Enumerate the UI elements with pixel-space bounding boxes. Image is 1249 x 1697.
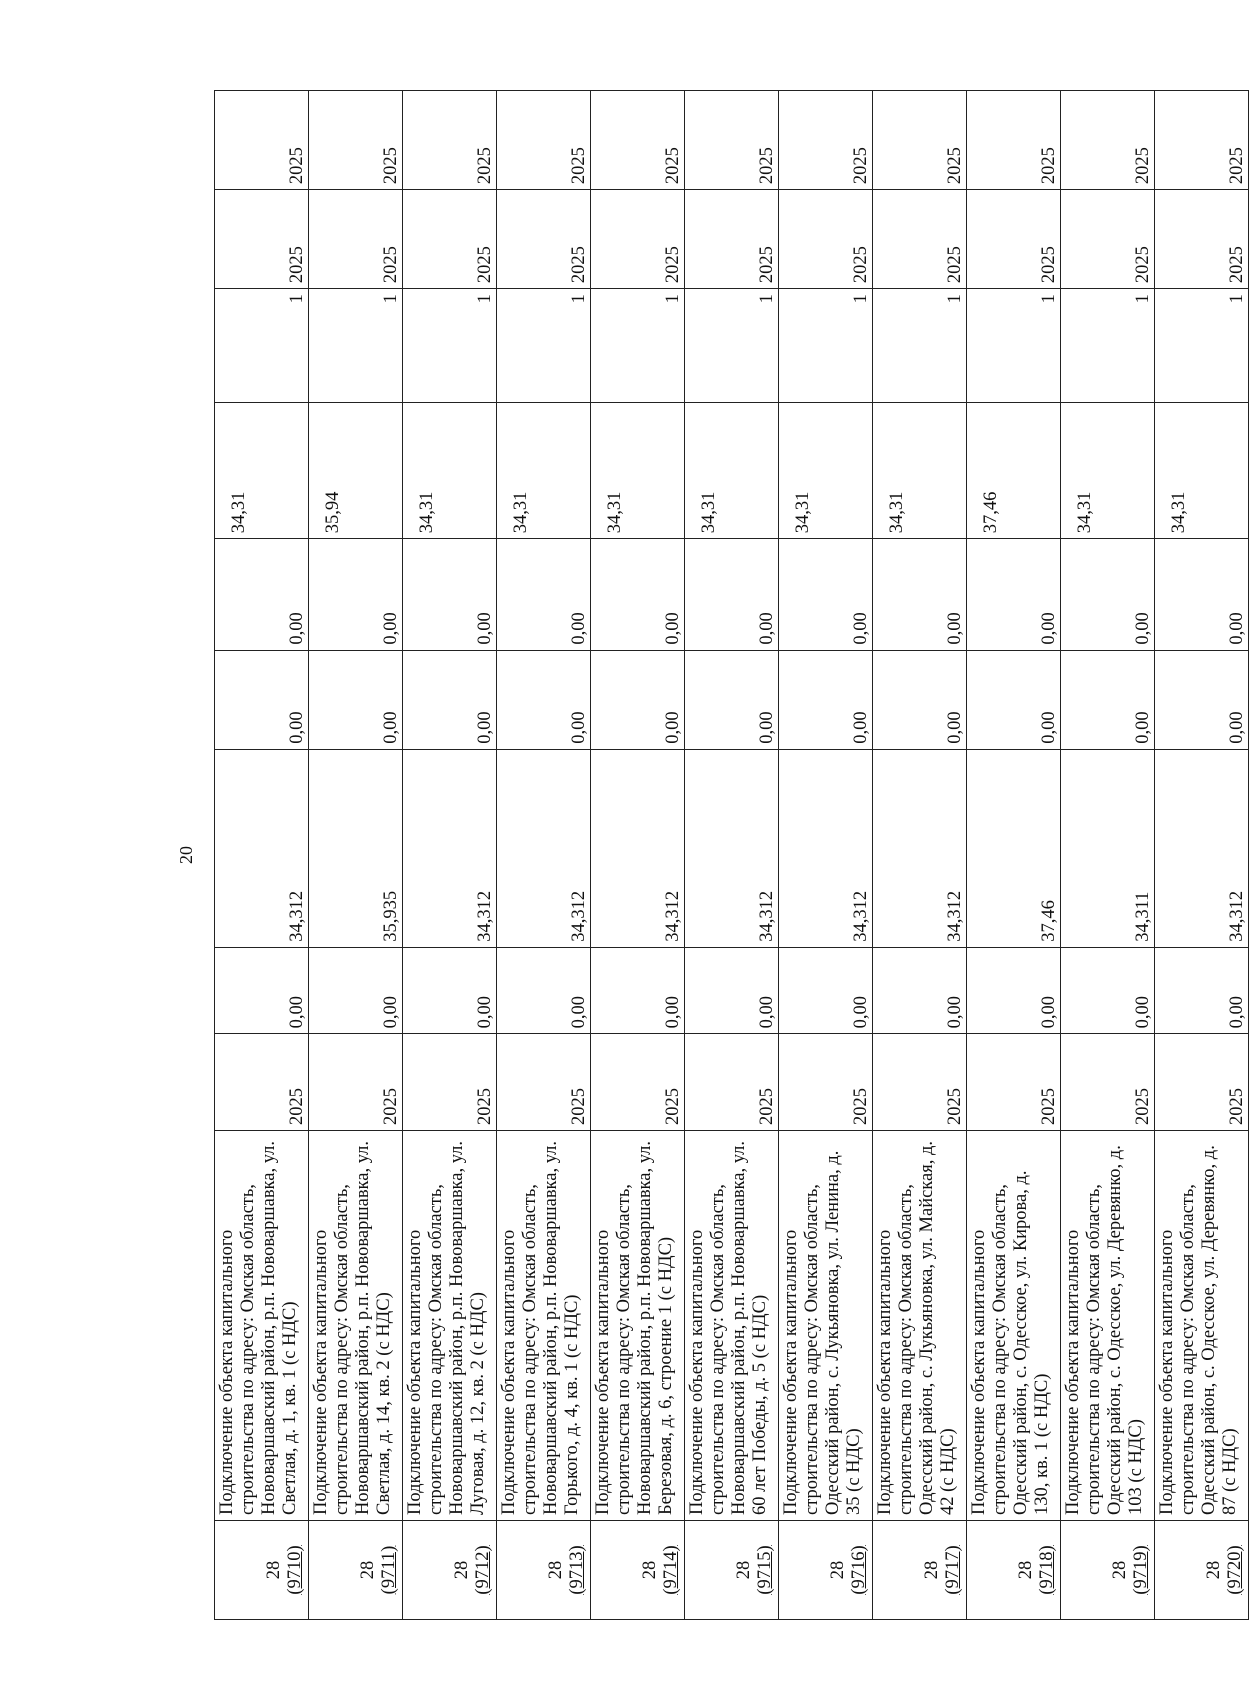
cost-cell: 34,312 bbox=[591, 749, 685, 947]
year-cell-2: 2025 bbox=[215, 190, 309, 289]
value-cell-1: 0,00 bbox=[967, 947, 1061, 1034]
row-code: (9711) bbox=[379, 1545, 399, 1595]
rotated-document-page bbox=[166, 90, 1247, 1620]
start-year-cell: 2025 bbox=[873, 1034, 967, 1131]
row-code: (9712) bbox=[473, 1545, 493, 1595]
year-cell-3: 2025 bbox=[779, 91, 873, 190]
object-description-cell: Подключение объекта капитального строительства по адресу: Омская область, Нововаршавский район, р.п. Нововаршавка, ул. 60 лет Победы, д. 5 (с НДС) bbox=[685, 1130, 779, 1520]
row-code: (9718) bbox=[1037, 1545, 1057, 1595]
table-row bbox=[1155, 91, 1249, 1620]
cost-cell: 34,311 bbox=[1061, 749, 1155, 947]
object-description-cell: Подключение объекта капитального строительства по адресу: Омская область, Одесский район, с. Лукьяновка, ул. Ленина, д. 35 (с НДС) bbox=[779, 1130, 873, 1520]
start-year-cell: 2025 bbox=[403, 1034, 497, 1131]
start-year-cell: 2025 bbox=[1155, 1034, 1249, 1131]
row-number-cell bbox=[309, 1520, 403, 1619]
object-description-cell: Подключение объекта капитального строительства по адресу: Омская область, Нововаршавский район, р.п. Нововаршавка, ул. Светлая, д. 1, кв. 1 (с НДС) bbox=[215, 1130, 309, 1520]
table-row bbox=[497, 91, 591, 1620]
value-cell-1: 0,00 bbox=[779, 947, 873, 1034]
object-description-cell: Подключение объекта капитального строительства по адресу: Омская область, Нововаршавский район, р.п. Нововаршавка, ул. Луговая, д. 12, кв. 2 (с НДС) bbox=[403, 1130, 497, 1520]
count-cell: 1 bbox=[215, 289, 309, 403]
object-description-cell: Подключение объекта капитального строительства по адресу: Омская область, Одесский район, с. Одесское, ул. Кирова, д. 130, кв. 1 (с НДС) bbox=[967, 1130, 1061, 1520]
count-cell: 1 bbox=[967, 289, 1061, 403]
row-number: 28 bbox=[734, 1560, 754, 1580]
row-number: 28 bbox=[922, 1560, 942, 1580]
value-cell-3: 0,00 bbox=[1061, 650, 1155, 749]
year-cell-3: 2025 bbox=[215, 91, 309, 190]
year-cell-2: 2025 bbox=[873, 190, 967, 289]
row-number-cell bbox=[1061, 1520, 1155, 1619]
value-cell-1: 0,00 bbox=[497, 947, 591, 1034]
count-cell: 1 bbox=[403, 289, 497, 403]
total-cost-cell: 34,31 bbox=[1155, 403, 1249, 539]
year-cell-3: 2025 bbox=[591, 91, 685, 190]
row-number: 28 bbox=[452, 1560, 472, 1580]
total-cost-cell: 34,31 bbox=[1061, 403, 1155, 539]
value-cell-4: 0,00 bbox=[215, 539, 309, 650]
count-cell: 1 bbox=[685, 289, 779, 403]
total-cost-cell: 34,31 bbox=[873, 403, 967, 539]
row-number-cell bbox=[497, 1520, 591, 1619]
start-year-cell: 2025 bbox=[685, 1034, 779, 1131]
year-cell-2: 2025 bbox=[1155, 190, 1249, 289]
year-cell-2: 2025 bbox=[403, 190, 497, 289]
row-code: (9715) bbox=[755, 1545, 775, 1595]
row-number: 28 bbox=[264, 1560, 284, 1580]
value-cell-3: 0,00 bbox=[873, 650, 967, 749]
object-description-cell: Подключение объекта капитального строительства по адресу: Омская область, Нововаршавский район, р.п. Нововаршавка, ул. Горького, д. 4, кв. 1 (с НДС) bbox=[497, 1130, 591, 1520]
value-cell-4: 0,00 bbox=[591, 539, 685, 650]
row-code: (9720) bbox=[1225, 1545, 1245, 1595]
value-cell-4: 0,00 bbox=[497, 539, 591, 650]
total-cost-cell: 34,31 bbox=[779, 403, 873, 539]
count-cell: 1 bbox=[497, 289, 591, 403]
investment-program-table bbox=[214, 90, 1249, 1620]
row-number-cell bbox=[1155, 1520, 1249, 1619]
year-cell-3: 2025 bbox=[967, 91, 1061, 190]
value-cell-1: 0,00 bbox=[403, 947, 497, 1034]
start-year-cell: 2025 bbox=[215, 1034, 309, 1131]
count-cell: 1 bbox=[309, 289, 403, 403]
page-number: 20 bbox=[176, 846, 196, 864]
row-code: (9714) bbox=[661, 1545, 681, 1595]
row-number-cell bbox=[403, 1520, 497, 1619]
row-number: 28 bbox=[1110, 1560, 1130, 1580]
total-cost-cell: 37,46 bbox=[967, 403, 1061, 539]
value-cell-4: 0,00 bbox=[873, 539, 967, 650]
value-cell-1: 0,00 bbox=[873, 947, 967, 1034]
object-description-cell: Подключение объекта капитального строительства по адресу: Омская область, Одесский район, с. Одесское, ул. Деревянко, д. 103 (с НДС) bbox=[1061, 1130, 1155, 1520]
object-description-cell: Подключение объекта капитального строительства по адресу: Омская область, Одесский район, с. Одесское, ул. Деревянко, д. 87 (с НДС) bbox=[1155, 1130, 1249, 1520]
value-cell-3: 0,00 bbox=[403, 650, 497, 749]
year-cell-3: 2025 bbox=[309, 91, 403, 190]
cost-cell: 34,312 bbox=[215, 749, 309, 947]
table-row bbox=[779, 91, 873, 1620]
object-description-cell: Подключение объекта капитального строительства по адресу: Омская область, Нововаршавский район, р.п. Нововаршавка, ул. Светлая, д. 14, кв. 2 (с НДС) bbox=[309, 1130, 403, 1520]
value-cell-4: 0,00 bbox=[685, 539, 779, 650]
year-cell-2: 2025 bbox=[1061, 190, 1155, 289]
count-cell: 1 bbox=[1155, 289, 1249, 403]
value-cell-3: 0,00 bbox=[967, 650, 1061, 749]
value-cell-3: 0,00 bbox=[591, 650, 685, 749]
row-code: (9713) bbox=[567, 1545, 587, 1595]
row-code: (9710) bbox=[285, 1545, 305, 1595]
value-cell-3: 0,00 bbox=[215, 650, 309, 749]
cost-cell: 34,312 bbox=[779, 749, 873, 947]
row-code: (9717) bbox=[943, 1545, 963, 1595]
total-cost-cell: 34,31 bbox=[685, 403, 779, 539]
object-description-cell: Подключение объекта капитального строительства по адресу: Омская область, Одесский район, с. Лукьяновка, ул. Майская, д. 42 (с НДС) bbox=[873, 1130, 967, 1520]
table-row bbox=[685, 91, 779, 1620]
cost-cell: 34,312 bbox=[1155, 749, 1249, 947]
row-number-cell bbox=[967, 1520, 1061, 1619]
value-cell-3: 0,00 bbox=[685, 650, 779, 749]
start-year-cell: 2025 bbox=[1061, 1034, 1155, 1131]
row-number-cell bbox=[685, 1520, 779, 1619]
value-cell-4: 0,00 bbox=[779, 539, 873, 650]
table-row bbox=[309, 91, 403, 1620]
value-cell-1: 0,00 bbox=[1061, 947, 1155, 1034]
row-number: 28 bbox=[358, 1560, 378, 1580]
row-number: 28 bbox=[546, 1560, 566, 1580]
count-cell: 1 bbox=[873, 289, 967, 403]
start-year-cell: 2025 bbox=[591, 1034, 685, 1131]
value-cell-1: 0,00 bbox=[1155, 947, 1249, 1034]
count-cell: 1 bbox=[591, 289, 685, 403]
value-cell-4: 0,00 bbox=[403, 539, 497, 650]
year-cell-3: 2025 bbox=[685, 91, 779, 190]
year-cell-3: 2025 bbox=[1155, 91, 1249, 190]
count-cell: 1 bbox=[1061, 289, 1155, 403]
year-cell-2: 2025 bbox=[779, 190, 873, 289]
year-cell-2: 2025 bbox=[685, 190, 779, 289]
row-number: 28 bbox=[828, 1560, 848, 1580]
value-cell-1: 0,00 bbox=[309, 947, 403, 1034]
start-year-cell: 2025 bbox=[309, 1034, 403, 1131]
row-number: 28 bbox=[1204, 1560, 1224, 1580]
start-year-cell: 2025 bbox=[497, 1034, 591, 1131]
table-row bbox=[967, 91, 1061, 1620]
year-cell-3: 2025 bbox=[1061, 91, 1155, 190]
value-cell-3: 0,00 bbox=[497, 650, 591, 749]
year-cell-2: 2025 bbox=[591, 190, 685, 289]
year-cell-2: 2025 bbox=[497, 190, 591, 289]
total-cost-cell: 34,31 bbox=[591, 403, 685, 539]
row-number-cell bbox=[873, 1520, 967, 1619]
row-number-cell bbox=[591, 1520, 685, 1619]
total-cost-cell: 34,31 bbox=[497, 403, 591, 539]
start-year-cell: 2025 bbox=[967, 1034, 1061, 1131]
row-number: 28 bbox=[1016, 1560, 1036, 1580]
value-cell-1: 0,00 bbox=[685, 947, 779, 1034]
table-row bbox=[403, 91, 497, 1620]
row-number: 28 bbox=[640, 1560, 660, 1580]
table-row bbox=[215, 91, 309, 1620]
count-cell: 1 bbox=[779, 289, 873, 403]
row-code: (9719) bbox=[1131, 1545, 1151, 1595]
table-row bbox=[591, 91, 685, 1620]
total-cost-cell: 35,94 bbox=[309, 403, 403, 539]
cost-cell: 35,935 bbox=[309, 749, 403, 947]
cost-cell: 37,46 bbox=[967, 749, 1061, 947]
value-cell-4: 0,00 bbox=[1061, 539, 1155, 650]
value-cell-4: 0,00 bbox=[967, 539, 1061, 650]
table-row bbox=[873, 91, 967, 1620]
row-number-cell bbox=[215, 1520, 309, 1619]
start-year-cell: 2025 bbox=[779, 1034, 873, 1131]
row-number-cell bbox=[779, 1520, 873, 1619]
total-cost-cell: 34,31 bbox=[215, 403, 309, 539]
value-cell-3: 0,00 bbox=[779, 650, 873, 749]
value-cell-4: 0,00 bbox=[1155, 539, 1249, 650]
value-cell-4: 0,00 bbox=[309, 539, 403, 650]
year-cell-3: 2025 bbox=[497, 91, 591, 190]
year-cell-2: 2025 bbox=[309, 190, 403, 289]
value-cell-1: 0,00 bbox=[215, 947, 309, 1034]
year-cell-2: 2025 bbox=[967, 190, 1061, 289]
table-row bbox=[1061, 91, 1155, 1620]
cost-cell: 34,312 bbox=[873, 749, 967, 947]
value-cell-3: 0,00 bbox=[1155, 650, 1249, 749]
year-cell-3: 2025 bbox=[873, 91, 967, 190]
row-code: (9716) bbox=[849, 1545, 869, 1595]
total-cost-cell: 34,31 bbox=[403, 403, 497, 539]
value-cell-3: 0,00 bbox=[309, 650, 403, 749]
object-description-cell: Подключение объекта капитального строительства по адресу: Омская область, Нововаршавский район, р.п. Нововаршавка, ул. Березовая, д. 6, строение 1 (с НДС) bbox=[591, 1130, 685, 1520]
value-cell-1: 0,00 bbox=[591, 947, 685, 1034]
cost-cell: 34,312 bbox=[497, 749, 591, 947]
cost-cell: 34,312 bbox=[403, 749, 497, 947]
cost-cell: 34,312 bbox=[685, 749, 779, 947]
year-cell-3: 2025 bbox=[403, 91, 497, 190]
